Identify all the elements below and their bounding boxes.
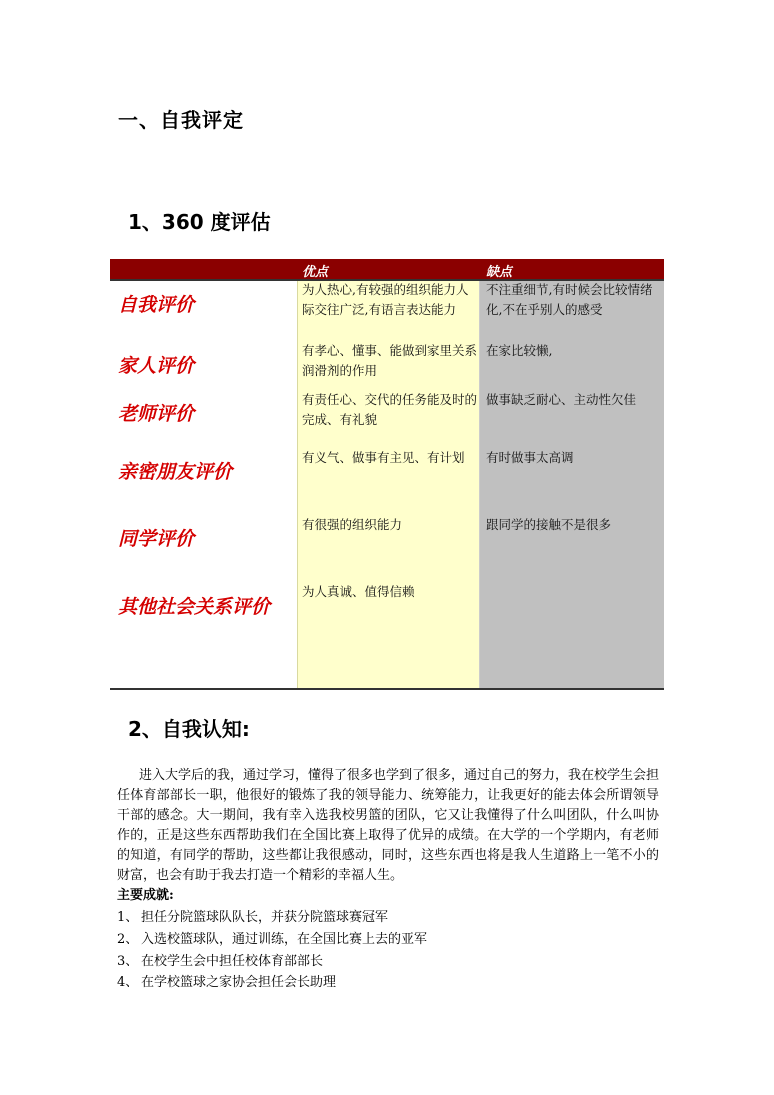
row-label-close-friend: 亲密朋友评价	[118, 461, 233, 483]
section-self-cognition: 2、自我认知:	[128, 717, 250, 741]
table-bottom-rule	[110, 688, 664, 690]
strength-other-social: 为人真诚、值得信赖	[302, 584, 415, 599]
strength-self: 为人热心,有较强的组织能力人际交往广泛,有语言表达能力	[302, 282, 469, 317]
weakness-classmate: 跟同学的接触不是很多	[486, 517, 612, 532]
achievements-title: 主要成就:	[117, 888, 174, 903]
strength-classmate: 有很强的组织能力	[302, 517, 403, 532]
achievement-item	[117, 906, 388, 925]
heading-self-evaluation: 一、自我评定	[118, 108, 244, 132]
strength-teacher: 有责任心、交代的任务能及时的完成、有礼貌	[302, 392, 478, 427]
label-column	[110, 281, 298, 689]
strength-close-friend: 有义气、做事有主见、有计划	[302, 450, 465, 465]
achievement-text: 在学校篮球之家协会担任会长助理	[141, 975, 337, 990]
achievement-item	[117, 928, 427, 947]
row-label-classmate: 同学评价	[118, 528, 195, 550]
row-label-self: 自我评价	[118, 294, 195, 316]
weakness-close-friend: 有时做事太高调	[486, 450, 574, 465]
header-weaknesses: 缺点	[486, 265, 513, 280]
row-label-family: 家人评价	[118, 355, 195, 377]
header-strengths: 优点	[302, 265, 329, 280]
achievement-num: 4、	[117, 975, 139, 990]
achievement-num: 2、	[117, 932, 139, 947]
achievement-item	[117, 971, 336, 990]
achievement-item	[117, 950, 323, 969]
evaluation-table	[110, 259, 664, 690]
strength-family: 有孝心、懂事、能做到家里关系润滑剂的作用	[302, 343, 478, 378]
achievement-text: 入选校篮球队，通过训练，在全国比赛上去的亚军	[141, 932, 428, 947]
row-label-other-social: 其他社会关系评价	[118, 596, 271, 618]
achievement-num: 3、	[117, 954, 139, 969]
achievement-num: 1、	[117, 910, 139, 925]
achievement-text: 在校学生会中担任校体育部部长	[141, 954, 324, 969]
weakness-self: 不注重细节,有时候会比较情绪化,不在乎别人的感受	[486, 282, 653, 317]
section-360-evaluation: 1、360 度评估	[128, 210, 271, 234]
self-cognition-paragraph	[117, 766, 659, 886]
weakness-teacher: 做事缺乏耐心、主动性欠佳	[486, 392, 637, 407]
achievement-text: 担任分院篮球队队长，并获分院篮球赛冠军	[141, 910, 389, 925]
table-header	[110, 259, 664, 281]
paragraph-text: 进入大学后的我，通过学习，懂得了很多也学到了很多，通过自己的努力，我在校学生会担任体育部部长一职，他很好的锻炼了我的领导能力、统筹能力，让我更好的能去体会所谓领导干部的感念。大一期间，我有幸入选我校男篮的团队，它又让我懂得了什么叫团队，什么叫协作的，正是这些东西帮助我们在全国比赛上取得了优异的成绩。在大学的一个学期内，有老师的知道，有同学的帮助，这些都让我很感动，同时，这些东西也将是我人生道路上一笔不小的财富，也会有助于我去打造一个精彩的幸福人生。	[117, 768, 660, 883]
weakness-family: 在家比较懒,	[486, 343, 553, 358]
row-label-teacher: 老师评价	[118, 403, 195, 425]
